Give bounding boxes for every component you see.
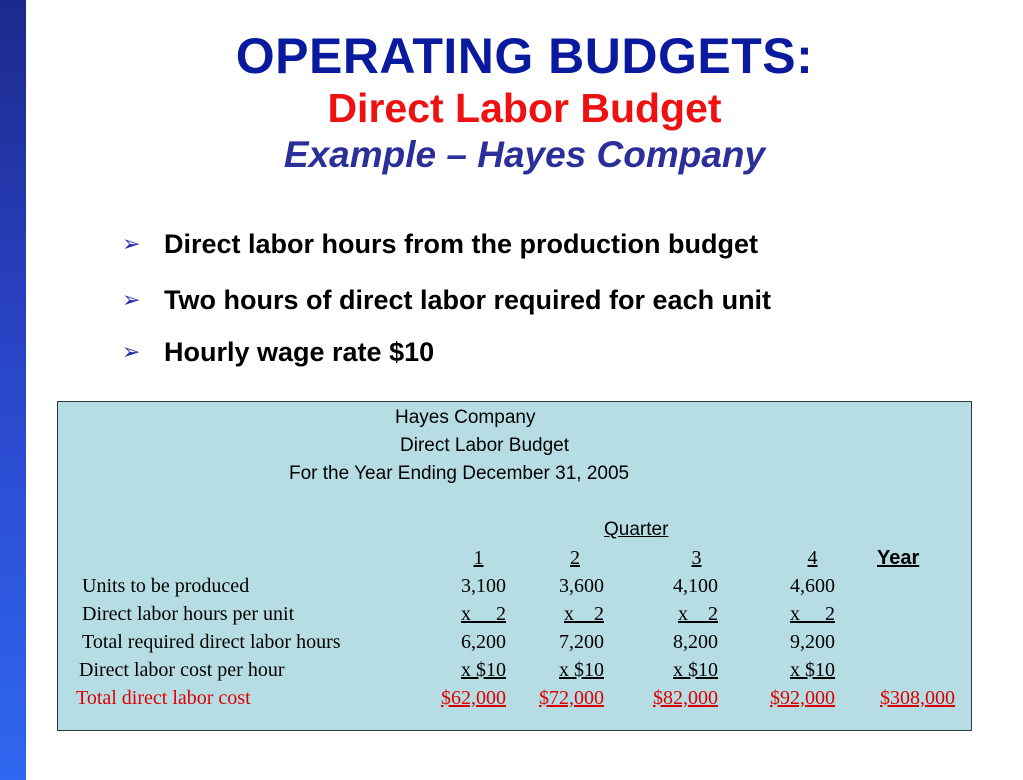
quarter-heading: Quarter (604, 519, 669, 540)
cell-value: x $10 (673, 659, 718, 681)
slide-title: OPERATING BUDGETS: (235, 28, 814, 84)
left-accent-bar (0, 0, 26, 780)
cell-value: 8,200 (673, 631, 718, 653)
cell-value: 6,200 (461, 631, 506, 653)
row-label: Units to be produced (82, 575, 250, 597)
slide-example-title: Example – Hayes Company (283, 134, 766, 175)
column-header-q1: 1 (473, 547, 484, 569)
cell-value: x $10 (790, 659, 835, 681)
cell-value: x 2 (564, 603, 604, 625)
arrow-bullet-icon: ➢ (122, 339, 141, 364)
cell-value: x 2 (678, 603, 718, 625)
row-label: Total required direct labor hours (82, 631, 341, 653)
row-label: Direct labor hours per unit (82, 603, 295, 625)
budget-table-panel (57, 401, 972, 731)
arrow-bullet-icon: ➢ (122, 287, 141, 312)
cell-value: x 2 (461, 603, 506, 625)
total-cell-value: $62,000 (441, 687, 506, 709)
column-header-q4: 4 (807, 547, 818, 569)
cell-value: x $10 (559, 659, 604, 681)
total-row-label: Total direct labor cost (76, 687, 251, 709)
column-header-year: Year (877, 547, 920, 569)
bullet-item (122, 218, 771, 270)
bullet-item (122, 326, 771, 378)
bullet-text: Direct labor hours from the production budget (164, 228, 758, 259)
row-label: Direct labor cost per hour (79, 659, 285, 681)
cell-value: 3,100 (461, 575, 506, 597)
cell-value: 7,200 (559, 631, 604, 653)
slide-subtitle: Direct Labor Budget (327, 85, 722, 131)
cell-value: 3,600 (559, 575, 604, 597)
cell-value: 4,100 (673, 575, 718, 597)
report-company: Hayes Company (395, 407, 536, 428)
bullet-list (122, 218, 771, 378)
total-year-value: $308,000 (880, 687, 955, 709)
total-cell-value: $72,000 (539, 687, 604, 709)
total-cell-value: $92,000 (770, 687, 835, 709)
cell-value: x 2 (790, 603, 835, 625)
cell-value: 9,200 (790, 631, 835, 653)
report-title: Direct Labor Budget (400, 435, 569, 456)
column-header-q2: 2 (570, 547, 580, 569)
column-header-q3: 3 (691, 547, 702, 569)
cell-value: 4,600 (790, 575, 835, 597)
bullet-text: Two hours of direct labor required for each unit (164, 284, 772, 315)
arrow-bullet-icon: ➢ (122, 231, 141, 256)
slide-title-block (26, 28, 1023, 178)
bullet-item (122, 274, 771, 326)
total-cell-value: $82,000 (653, 687, 718, 709)
report-period: For the Year Ending December 31, 2005 (289, 463, 630, 484)
cell-value: x $10 (461, 659, 506, 681)
bullet-text: Hourly wage rate $10 (164, 336, 435, 367)
